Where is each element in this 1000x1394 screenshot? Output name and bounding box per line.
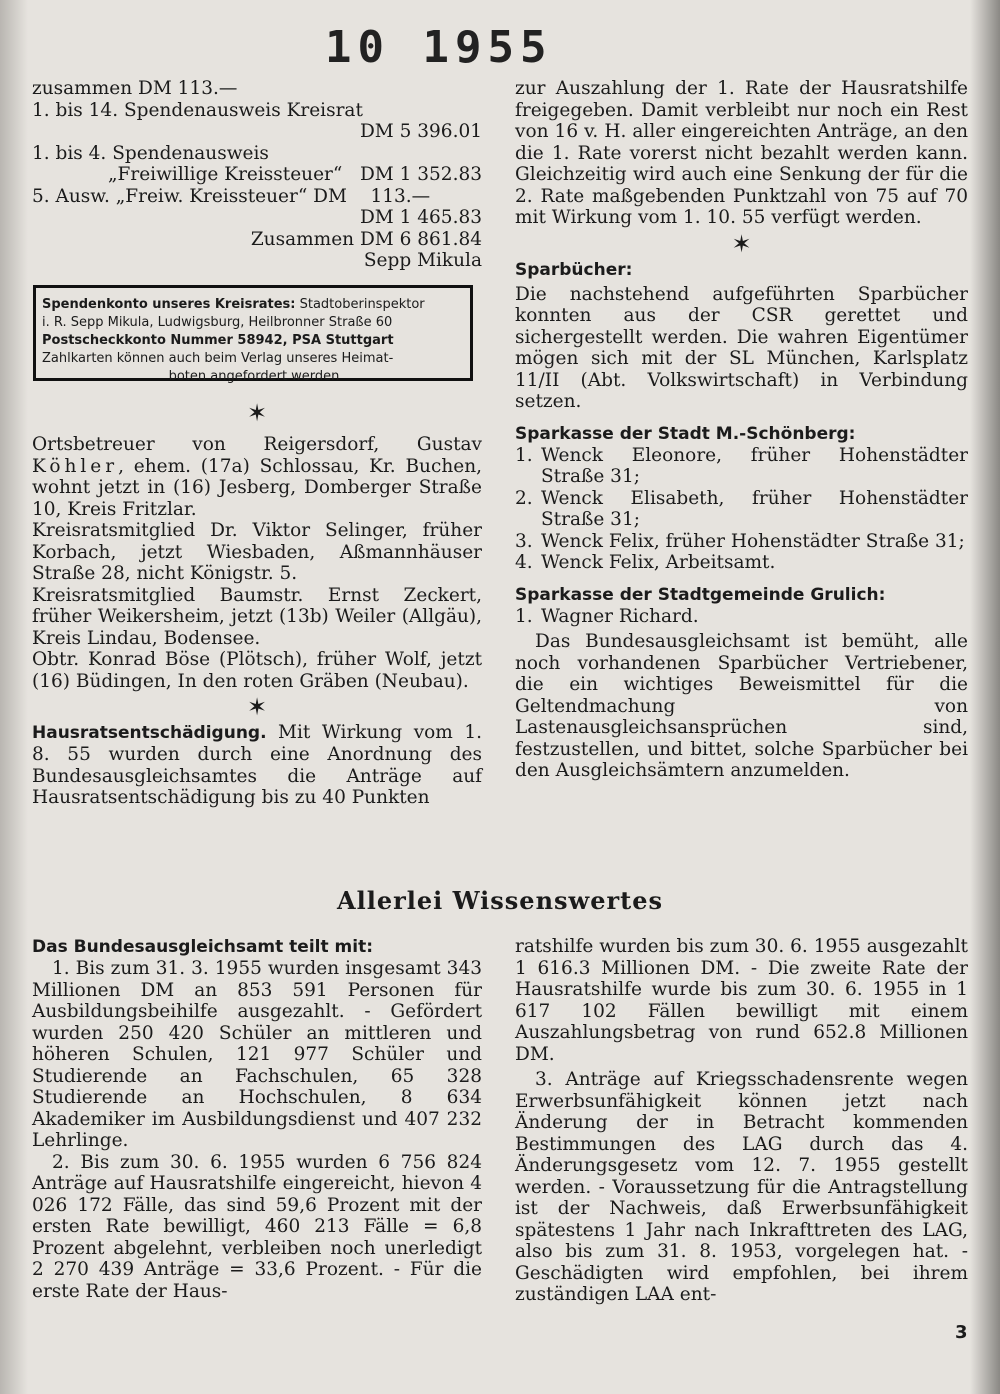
paragraph: ratshilfe wurden bis zum 30. 6. 1955 ausgezahlt 1 616.3 Millionen DM. - Die zweite Rate der Hausratshilfe wurde bis zum 30. 6. 1955 in 1 617 102 Fällen bewilligt mit einem Auszahlungsbetrag von rund 652.8 Millionen DM. (515, 936, 968, 1065)
list-text: Wenck Elisabeth, früher Hohenstädter Straße 31; (541, 487, 968, 530)
box-line-rest: Stadtoberinspektor (295, 297, 425, 312)
subheading: Sparkasse der Stadt M.-Schönberg: (515, 423, 856, 444)
paragraph: Das Bundesausgleichsamt ist bemüht, alle noch vorhandenen Sparbücher Vertriebener, die ein wichtiges Beweismittel für die Geltendmachung von Lastenausgleichsansprüchen sind, festzustellen, und bittet, solche Sparbücher bei den Ausgleichsämtern anzumelden. (515, 631, 968, 781)
tally-line: DM 5 396.01 (359, 121, 482, 142)
subheading: Sparbücher: (515, 259, 633, 280)
section-title: Allerlei Wissenswertes (337, 886, 663, 915)
list-text: Wenck Felix, früher Hohenstädter Straße 31; (541, 530, 965, 552)
text-run: , ehem. (17a) Schlossau, Kr. Buchen, wohnt jetzt in (16) Jesberg, Domberger Straße 10, Kreis Fritzlar. (32, 455, 482, 520)
text-run: Mit Wirkung vom 1. 8. 55 wurden durch eine Anordnung des Bundesausgleichsamtes die Anträge auf Hausratsentschädigung bis zu 40 Punkten (32, 722, 482, 808)
list-text: Wagner Richard. (541, 605, 699, 627)
page-shadow-left (0, 0, 28, 1394)
inline-heading: Hausratsentschädigung. (32, 723, 267, 743)
subheading: Das Bundesausgleichsamt teilt mit: (32, 937, 373, 957)
list-number: 1. (515, 444, 533, 466)
left-top-column (32, 78, 482, 272)
paragraph: zur Auszahlung der 1. Rate der Hausratshilfe freigegeben. Damit verbleibt nur noch ein Rest von 16 v. H. aller eingereichten Anträge, an den die 1. Rate vorerst nicht bezahlt werden kann. Gleichzeitig wird auch eine Senkung der für die 2. Rate maßgebenden Punktzahl von 75 auf 70 mit Wirkung vom 1. 10. 55 verfügt werden. (515, 78, 968, 228)
page-number: 3 (955, 1322, 968, 1343)
box-line: boten angefordert werden (168, 369, 340, 384)
issue-stamp: 10 1955 (325, 22, 553, 73)
right-top-column (515, 78, 968, 782)
text-run: Ortsbetreuer von Reigersdorf, Gustav (32, 434, 482, 455)
paragraph: Obtr. Konrad Böse (Plötsch), früher Wolf, jetzt (16) Büdingen, In den roten Gräben (Neubau). (32, 649, 482, 692)
donation-account-box (33, 285, 473, 384)
box-line-bold: Spendenkonto unseres Kreisrates: (42, 297, 296, 312)
tally-line: zusammen DM 113.— (32, 78, 238, 99)
left-middle-column (32, 398, 482, 809)
list-text: Wenck Felix, Arbeitsamt. (541, 552, 776, 573)
list-item (515, 552, 968, 574)
paragraph: 1. Bis zum 31. 3. 1955 wurden insgesamt 343 Millionen DM an 853 591 Personen für Ausbildungsbeihilfe ausgezahlt. - Gefördert wurden 250 420 Schüler an mittleren und höheren Schulen, 121 977 Schüler und Studierende an Fachschulen, 65 328 Studierende an Hochschulen, 8 634 Akademiker im Ausbildungsdienst und 407 232 Lehrlinge. (32, 958, 482, 1151)
star-separator: ✶ (246, 693, 268, 721)
list-number: 1. (515, 605, 533, 627)
star-separator: ✶ (246, 399, 268, 427)
paragraph: Die nachstehend aufgeführten Sparbücher konnten aus der CSR gerettet und sichergestellt werden. Die wahren Eigentümer mögen sich mit der SL München, Karlsplatz 11/II (Abt. Volkswirtschaft) in Verbindung setzen. (515, 283, 968, 412)
paragraph: Kreisratsmitglied Baumstr. Ernst Zeckert, früher Weikersheim, jetzt (13b) Weiler (Allgäu), Kreis Lindau, Bodensee. (32, 584, 482, 649)
list-item (515, 606, 968, 628)
spaced-name: Köhler (32, 455, 119, 477)
signature-name: Sepp Mikula (363, 250, 482, 271)
tally-line: Zusammen DM 6 861.84 (250, 228, 482, 250)
box-line: Zahlkarten können auch beim Verlag unseres Heimat- (42, 351, 394, 366)
paragraph: Kreisratsmitglied Dr. Viktor Selinger, früher Korbach, jetzt Wiesbaden, Aßmannhäuser Straße 28, nicht Königstr. 5. (32, 520, 482, 584)
paragraph (32, 722, 482, 809)
tally-line: 1. bis 14. Spendenausweis Kreisrat (32, 99, 363, 121)
paragraph: 2. Bis zum 30. 6. 1955 wurden 6 756 824 Anträge auf Hausratshilfe eingereicht, hievon 4 026 172 Fälle, das sind 59,6 Prozent mit der ersten Rate bewilligt, 460 213 Fälle = 6,8 Prozent abgelehnt, verbleiben noch unerledigt 2 270 439 Anträge = 33,6 Prozent. - Für die erste Rate der Haus- (32, 1151, 482, 1302)
list-item (515, 445, 968, 488)
tally-line: 1. bis 4. Spendenausweis (32, 142, 269, 164)
box-line (42, 296, 466, 314)
list-number: 3. (515, 530, 533, 552)
box-line: i. R. Sepp Mikula, Ludwigsburg, Heilbronner Straße 60 (42, 315, 393, 330)
paragraph: 3. Anträge auf Kriegsschadensrente wegen Erwerbsunfähigkeit können jetzt nach Änderung der in Betracht kommenden Bestimmungen des LAG durch das 4. Änderungsgesetz vom 12. 7. 1955 gestellt werden. - Voraussetzung für die Antragstellung ist der Nachweis, daß Erwerbsunfähigkeit spätestens 1 Jahr nach Inkrafttreten des LAG, also bis zum 31. 8. 1953, vorgelegen hat. - Geschädigten wird empfohlen, bei ihrem zuständigen LAA ent- (515, 1069, 968, 1305)
bottom-left-column (32, 936, 482, 1302)
page-shadow-right (970, 0, 1000, 1394)
tally-line: 5. Ausw. „Freiw. Kreissteuer“ DM 113.— (32, 185, 431, 207)
star-separator: ✶ (731, 229, 752, 258)
tally-line: DM 1 465.83 (359, 207, 482, 228)
list-number: 4. (515, 552, 533, 573)
list-number: 2. (515, 487, 533, 509)
list-item (515, 531, 968, 553)
tally-line: „Freiwillige Kreissteuer“ DM 1 352.83 (107, 164, 482, 185)
subheading: Sparkasse der Stadtgemeinde Grulich: (515, 584, 886, 605)
list-item (515, 488, 968, 531)
box-line: Postscheckkonto Nummer 58942, PSA Stuttgart (42, 333, 394, 348)
list-text: Wenck Eleonore, früher Hohenstädter Straße 31; (541, 444, 968, 487)
bottom-right-column (515, 936, 968, 1306)
paragraph (32, 434, 482, 520)
